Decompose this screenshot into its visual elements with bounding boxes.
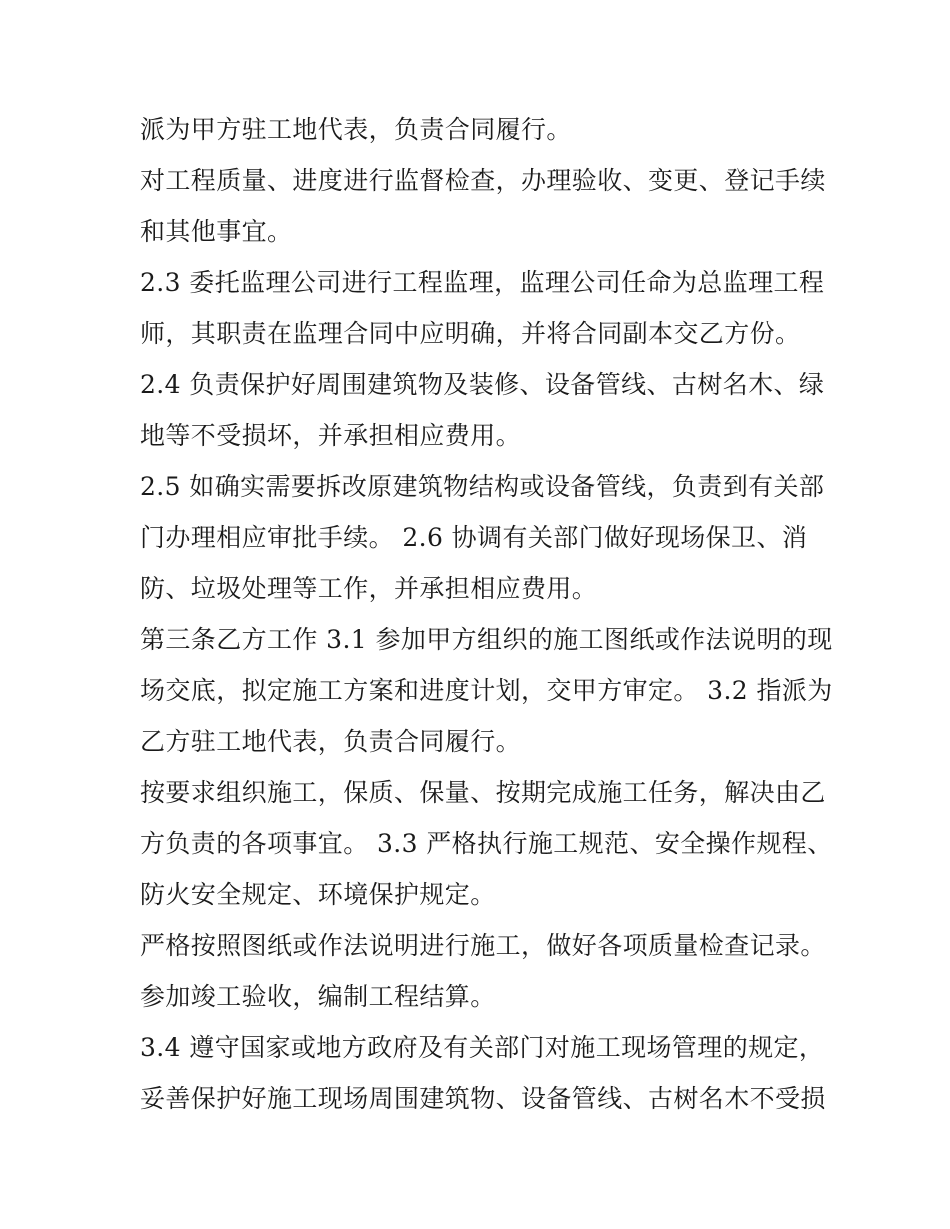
text-line-20: 妥善保护好施工现场周围建筑物、设备管线、古树名木不受损 [140,1084,826,1113]
text-line-4: 2.3 委托监理公司进行工程监理，监理公司任命为总监理工程 [140,268,825,297]
text-line-3: 和其他事宜。 [140,217,293,246]
text-line-15: 方负责的各项事宜。 3.3 严格执行施工规范、安全操作规程、 [140,829,833,858]
text-line-6: 2.4 负责保护好周围建筑物及装修、设备管线、古树名木、绿 [140,370,825,399]
text-line-18: 参加竣工验收，编制工程结算。 [140,982,496,1011]
text-line-19: 3.4 遵守国家或地方政府及有关部门对施工现场管理的规定， [140,1033,825,1062]
text-line-5: 师，其职责在监理合同中应明确，并将合同副本交乙方份。 [140,319,801,348]
text-line-16: 防火安全规定、环境保护规定。 [140,880,496,909]
text-line-2: 对工程质量、进度进行监督检查，办理验收、变更、登记手续 [140,166,826,195]
text-line-8: 2.5 如确实需要拆改原建筑物结构或设备管线，负责到有关部 [140,472,825,501]
text-line-17: 严格按照图纸或作法说明进行施工，做好各项质量检查记录。 [140,931,826,960]
text-line-10: 防、垃圾处理等工作，并承担相应费用。 [140,574,598,603]
text-line-13: 乙方驻工地代表，负责合同履行。 [140,727,522,756]
text-line-7: 地等不受损坏，并承担相应费用。 [140,421,522,450]
text-line-12: 场交底，拟定施工方案和进度计划，交甲方审定。 3.2 指派为 [140,676,833,705]
text-line-1: 派为甲方驻工地代表，负责合同履行。 [140,115,572,144]
text-line-14: 按要求组织施工，保质、保量、按期完成施工任务，解决由乙 [140,778,826,807]
contract-text-body [140,104,833,1124]
text-line-9: 门办理相应审批手续。 2.6 协调有关部门做好现场保卫、消 [140,523,808,552]
text-line-11: 第三条乙方工作 3.1 参加甲方组织的施工图纸或作法说明的现 [140,625,833,654]
